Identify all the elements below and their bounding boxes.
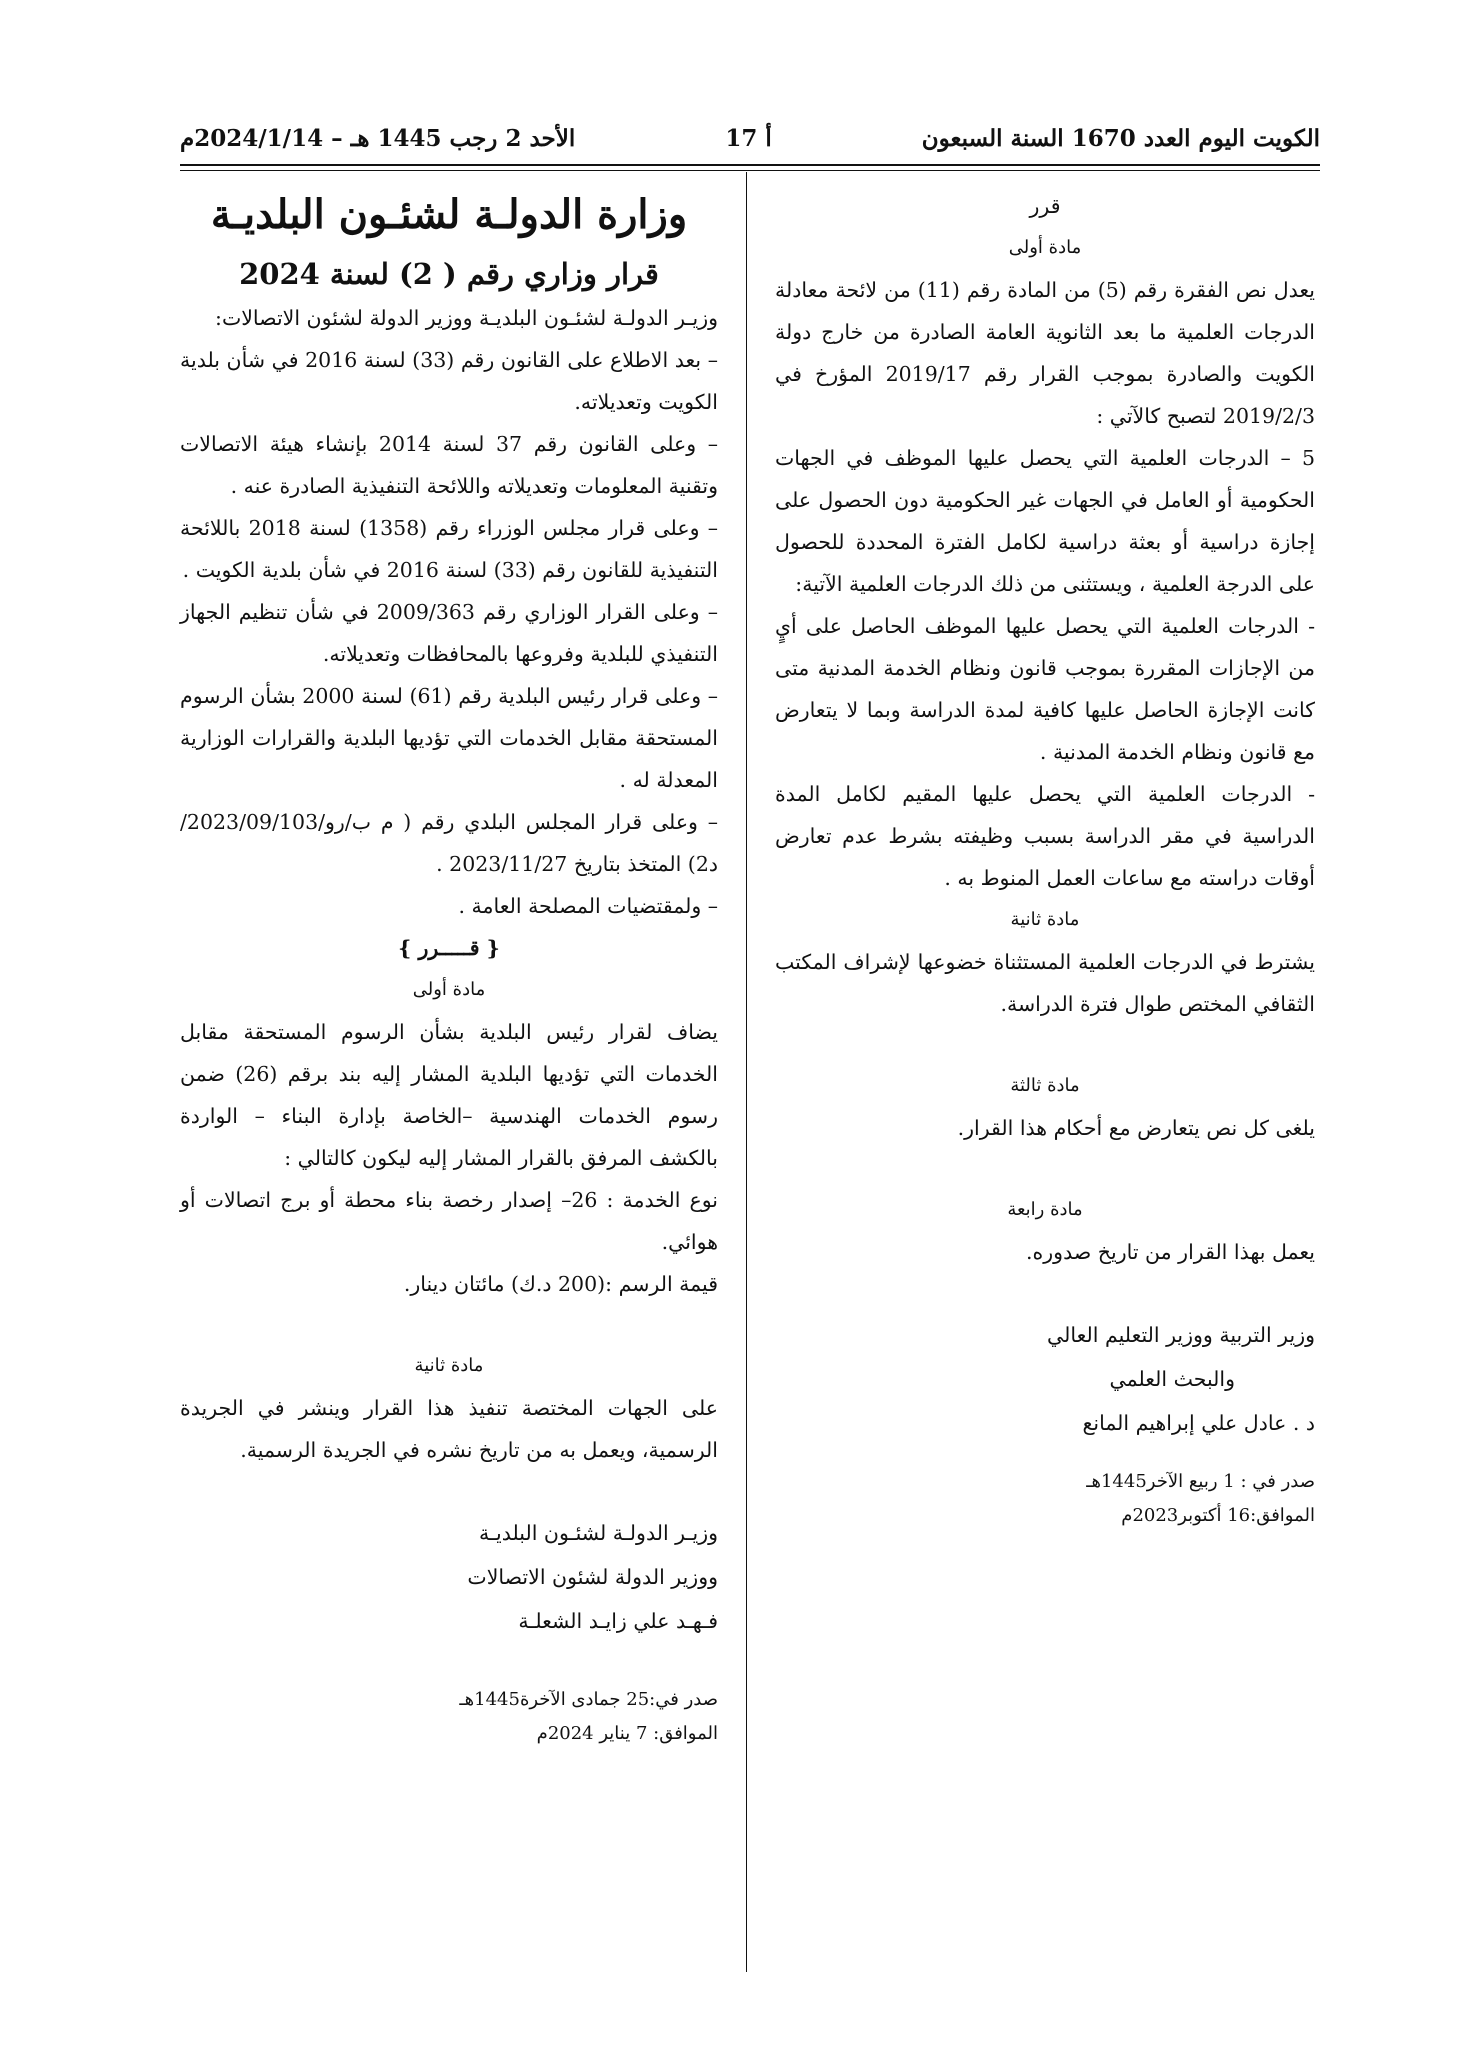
article-text: يعمل بهذا القرار من تاريخ صدوره. bbox=[1026, 1240, 1315, 1264]
exception-item: - الدرجات العلمية التي يحصل عليها الموظف الحاصل على أيٍ من الإجازات المقررة بموجب قانون ونظام الخدمة المدنية متى كانت الإجازة الحاصل عليها كافية لمدة الدراسة وبما لا يتعارض مع قانون ونظام الخدمة المدنية . bbox=[775, 614, 1315, 764]
service-type: نوع الخدمة : 26– إصدار رخصة بناء محطة أو برج اتصالات أو هوائي. bbox=[180, 1188, 718, 1254]
article-text: يشترط في الدرجات العلمية المستثناة خضوعها لإشراف المكتب الثقافي المختص طوال فترة الدراسة. bbox=[775, 950, 1315, 1016]
recital: – وعلى القانون رقم 37 لسنة 2014 بإنشاء هيئة الاتصالات وتقنية المعلومات وتعديلاته واللائحة التنفيذية الصادرة عنه . bbox=[180, 432, 718, 498]
right-column bbox=[775, 185, 1315, 1533]
issue-date: الأحد 2 رجب 1445 هـ – 2024/1/14م bbox=[180, 124, 576, 152]
page-number: أ 17 bbox=[725, 124, 772, 152]
preamble: وزيـر الدولـة لشئـون البلديـة ووزير الدولة لشئون الاتصالات: bbox=[215, 306, 718, 330]
article-heading: مادة ثانية bbox=[414, 1355, 484, 1376]
article-text: يضاف لقرار رئيس البلدية بشأن الرسوم المستحقة مقابل الخدمات التي تؤديها البلدية المشار إليه بند برقم (26) ضمن رسوم الخدمات الهندسية –الخاصة بإدارة البناء – الواردة بالكشف المرفق بالقرار المشار إليه ليكون كالتالي : bbox=[180, 1020, 718, 1170]
decided-heading: قرر bbox=[1029, 194, 1061, 218]
decision-title: قرار وزاري رقم ( 2) لسنة 2024 bbox=[239, 257, 659, 291]
header-rule-thin bbox=[180, 170, 1320, 171]
issued-date: صدر في:25 جمادى الآخرة1445هـ bbox=[459, 1689, 718, 1710]
ministry-title: وزارة الدولـة لشئـون البلديـة bbox=[210, 191, 688, 238]
gazette-issue-info: الكويت اليوم العدد 1670 السنة السبعون bbox=[921, 124, 1320, 152]
recital: – وعلى قرار مجلس الوزراء رقم (1358) لسنة 2018 باللائحة التنفيذية للقانون رقم (33) لسنة 2016 في شأن بلدية الكويت . bbox=[180, 516, 718, 582]
article-heading: مادة رابعة bbox=[1007, 1199, 1083, 1220]
recital: – ولمقتضيات المصلحة العامة . bbox=[458, 894, 718, 918]
decides-heading: { قـــــرر } bbox=[398, 936, 500, 960]
recital: – بعد الاطلاع على القانون رقم (33) لسنة 2016 في شأن بلدية الكويت وتعديلاته. bbox=[180, 348, 718, 414]
article-heading: مادة أولى bbox=[412, 979, 486, 1000]
header-rule bbox=[180, 164, 1320, 166]
signatory-title: والبحث العلمي bbox=[1109, 1367, 1235, 1391]
column-divider bbox=[746, 172, 747, 1972]
article-heading: مادة أولى bbox=[1008, 237, 1082, 258]
exception-item: - الدرجات العلمية التي يحصل عليها المقيم لكامل المدة الدراسية في مقر الدراسة بسبب وظيفته بشرط عدم تعارض أوقات دراسته مع ساعات العمل المنوط به . bbox=[775, 782, 1315, 890]
signatory-title: وزيـر الدولـة لشئـون البلديـة bbox=[479, 1521, 718, 1545]
corresponding-date: الموافق: 7 يناير 2024م bbox=[536, 1723, 718, 1744]
page-header bbox=[180, 118, 1320, 158]
signatory-title: ووزير الدولة لشئون الاتصالات bbox=[467, 1565, 718, 1589]
signatory-name: فـهـد علي زايـد الشعلـة bbox=[518, 1609, 718, 1633]
recital: – وعلى القرار الوزاري رقم 2009/363 في شأن تنظيم الجهاز التنفيذي للبلدية وفروعها بالمحافظات وتعديلاته. bbox=[180, 600, 718, 666]
article-text: على الجهات المختصة تنفيذ هذا القرار وينشر في الجريدة الرسمية، ويعمل به من تاريخ نشره في الجريدة الرسمية. bbox=[180, 1396, 718, 1462]
article-item: 5 – الدرجات العلمية التي يحصل عليها الموظف في الجهات الحكومية أو العامل في الجهات غير الحكومية دون الحصول على إجازة دراسية أو بعثة دراسية لكامل الفترة المحددة للحصول على الدرجة العلمية ، ويستثنى من ذلك الدرجات العلمية الآتية: bbox=[775, 446, 1315, 596]
signature-block bbox=[775, 1313, 1315, 1445]
corresponding-date: الموافق:16 أكتوبر2023م bbox=[1121, 1505, 1315, 1526]
issued-date: صدر في : 1 ربيع الآخر1445هـ bbox=[1086, 1471, 1315, 1492]
left-column bbox=[180, 185, 718, 1751]
article-text: يلغى كل نص يتعارض مع أحكام هذا القرار. bbox=[957, 1116, 1315, 1140]
recital: – وعلى قرار المجلس البلدي رقم ( م ب/رو/2023/09/103/ د2) المتخذ بتاريخ 2023/11/27 . bbox=[180, 810, 718, 876]
article-heading: مادة ثانية bbox=[1010, 909, 1080, 930]
fee-value: قيمة الرسم :(200 د.ك) مائتان دينار. bbox=[403, 1272, 718, 1296]
article-heading: مادة ثالثة bbox=[1010, 1075, 1080, 1096]
article-text: يعدل نص الفقرة رقم (5) من المادة رقم (11) من لائحة معادلة الدرجات العلمية ما بعد الثانوية العامة الصادرة من خارج دولة الكويت والصادرة بموجب القرار رقم 2019/17 المؤرخ في 2019/2/3 لتصبح كالآتي : bbox=[775, 278, 1315, 428]
signatory-name: د . عادل علي إبراهيم المانع bbox=[1082, 1411, 1315, 1435]
recital: – وعلى قرار رئيس البلدية رقم (61) لسنة 2000 بشأن الرسوم المستحقة مقابل الخدمات التي تؤديها البلدية والقرارات الوزارية المعدلة له . bbox=[180, 684, 719, 792]
signature-block bbox=[180, 1511, 718, 1643]
signatory-title: وزير التربية ووزير التعليم العالي bbox=[1047, 1323, 1315, 1347]
